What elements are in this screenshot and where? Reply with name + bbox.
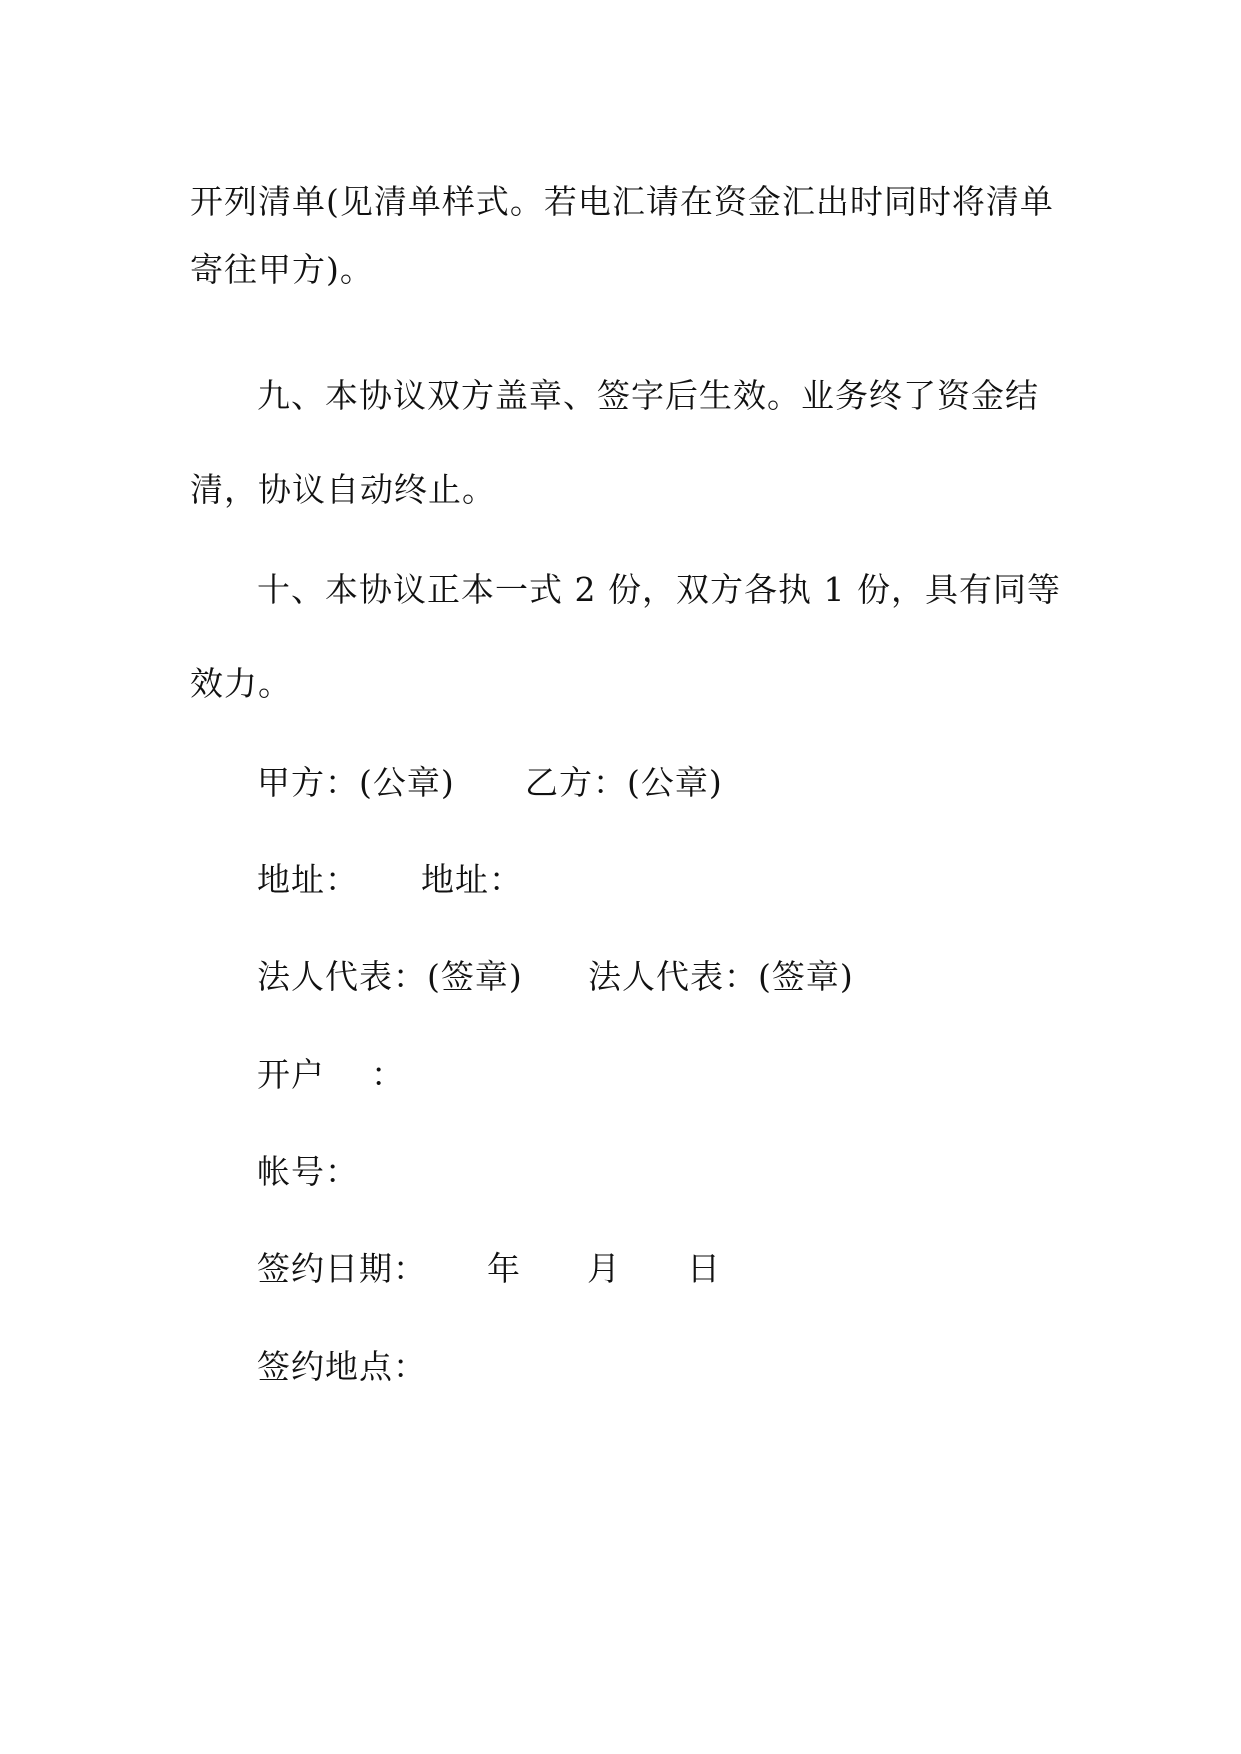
party-b-address-label: 地址： xyxy=(421,860,523,899)
party-b-seal-label: 乙方：(公章) xyxy=(525,763,723,802)
clause-9-line-2: 清，协议自动终止。 xyxy=(190,470,496,509)
sign-date-month: 月 xyxy=(587,1249,621,1288)
party-a-legal-rep-label: 法人代表：(签章) xyxy=(257,957,523,996)
body-line-1: 开列清单(见清单样式。若电汇请在资金汇出时同时将清单 xyxy=(190,182,1054,221)
account-label: 帐号： xyxy=(257,1152,359,1191)
sign-date-day: 日 xyxy=(687,1249,721,1288)
party-a-address-label: 地址： xyxy=(257,860,359,899)
sign-date-year: 年 xyxy=(487,1249,521,1288)
party-b-legal-rep-label: 法人代表：(签章) xyxy=(588,957,854,996)
bank-label: 开户 ： xyxy=(257,1055,405,1094)
clause-10-line-1: 十、本协议正本一式 2 份，双方各执 1 份，具有同等 xyxy=(257,570,1061,609)
clause-9-line-1: 九、本协议双方盖章、签字后生效。业务终了资金结 xyxy=(257,376,1039,415)
body-line-2: 寄往甲方)。 xyxy=(190,250,374,289)
party-a-seal-label: 甲方：(公章) xyxy=(257,763,455,802)
sign-place-label: 签约地点： xyxy=(257,1347,427,1386)
sign-date-label: 签约日期： xyxy=(257,1249,427,1288)
clause-10-line-2: 效力。 xyxy=(190,664,292,703)
